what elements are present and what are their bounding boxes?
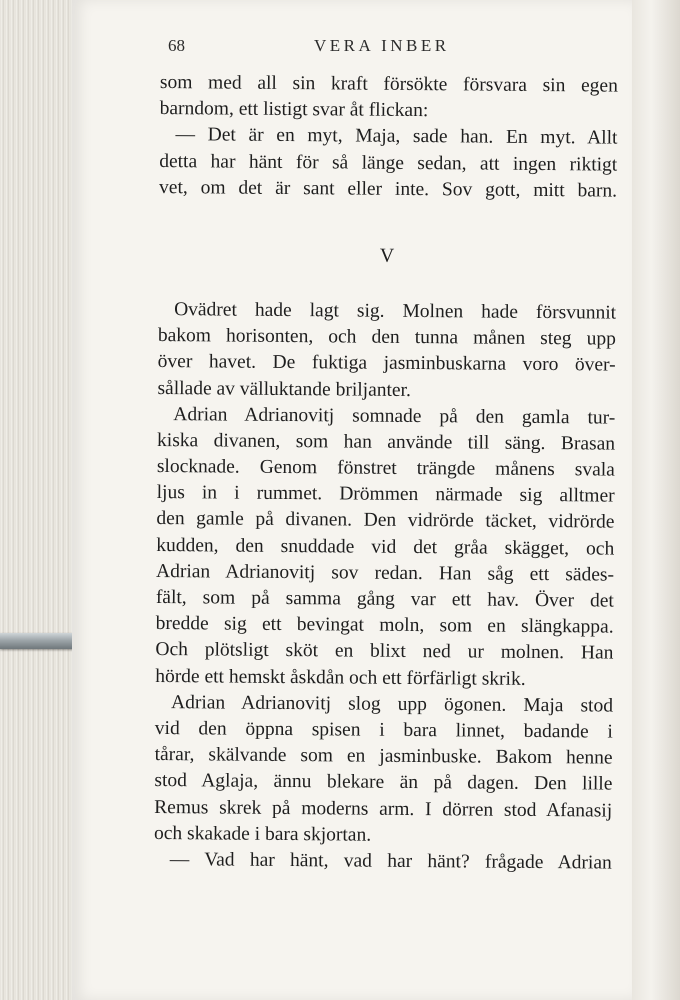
text-line: Och plötsligt sköt en blixt ned ur molnen. Han xyxy=(155,639,614,664)
text-line: slocknade. Genom fönstret trängde månens svala xyxy=(156,456,615,481)
text-line: Adrian Adrianovitj sov redan. Han såg ett sädes- xyxy=(155,560,615,586)
page-header xyxy=(168,30,620,60)
running-head: VERA INBER xyxy=(314,36,450,55)
text-line: Adrian Adrianovitj slog upp ögonen. Maja stod xyxy=(170,691,614,717)
text-line: över havet. De fuktiga jasminbuskarna voro över- xyxy=(157,351,616,376)
text-line: bakom horisonten, och den tunna månen steg upp xyxy=(157,325,616,350)
text-line: hörde ett hemskt åskdån och ett förfärligt skrik. xyxy=(155,665,526,690)
text-line: vet, om det är sant eller inte. Sov gott, mitt barn. xyxy=(158,176,618,202)
body-text xyxy=(154,70,618,877)
text-line: — Vad har hänt, vad har hänt? frågade Adrian xyxy=(169,848,612,874)
text-line: som med all sin kraft försökte försvara sin egen xyxy=(159,71,618,97)
text-line: och skakade i bara skjortan. xyxy=(153,822,372,846)
text-line: Remus skrek på moderns arm. I dörren stod Afanasij xyxy=(154,796,613,822)
chapter-heading: V xyxy=(379,244,396,267)
text-line: Adrian Adrianovitj somnade på den gamla tur- xyxy=(173,403,616,429)
text-line: bredde sig ett bevingat moln, som en slängkappa. xyxy=(155,613,614,638)
text-line: Ovädret hade lagt sig. Molnen hade försvunnit xyxy=(174,299,617,324)
page-stack-edge xyxy=(0,0,80,1000)
text-line: tårar, skälvande som en jasminbuske. Bakom henne xyxy=(154,744,613,769)
text-line: den gamle på divanen. Den vidrörde täcket, vidrörde xyxy=(156,508,615,534)
text-line: ljus in i rummet. Drömmen närmade sig alltmer xyxy=(156,482,615,507)
page-number: 68 xyxy=(168,36,185,55)
text-line: kiska divanen, som han använde till säng. Brasan xyxy=(157,429,616,455)
text-line: sållade av välluktande briljanter. xyxy=(157,377,411,401)
text-line: fält, som på samma gång var ett hav. Över det xyxy=(155,586,614,612)
text-line: vid den öppna spisen i bara linnet, badande i xyxy=(154,717,613,743)
text-line: — Det är en myt, Maja, sade han. En myt. Allt xyxy=(175,124,618,149)
text-line: barndom, ett listigt svar åt flickan: xyxy=(159,98,429,122)
bookmark-clip xyxy=(0,633,80,649)
text-line: detta har hänt för så länge sedan, att ingen riktigt xyxy=(159,150,618,176)
text-line: kudden, den snuddade vid det gråa skägget, och xyxy=(156,534,615,560)
right-page-edge xyxy=(632,0,680,1000)
text-line: stod Aglaja, ännu blekare än på dagen. Den lille xyxy=(154,770,613,795)
